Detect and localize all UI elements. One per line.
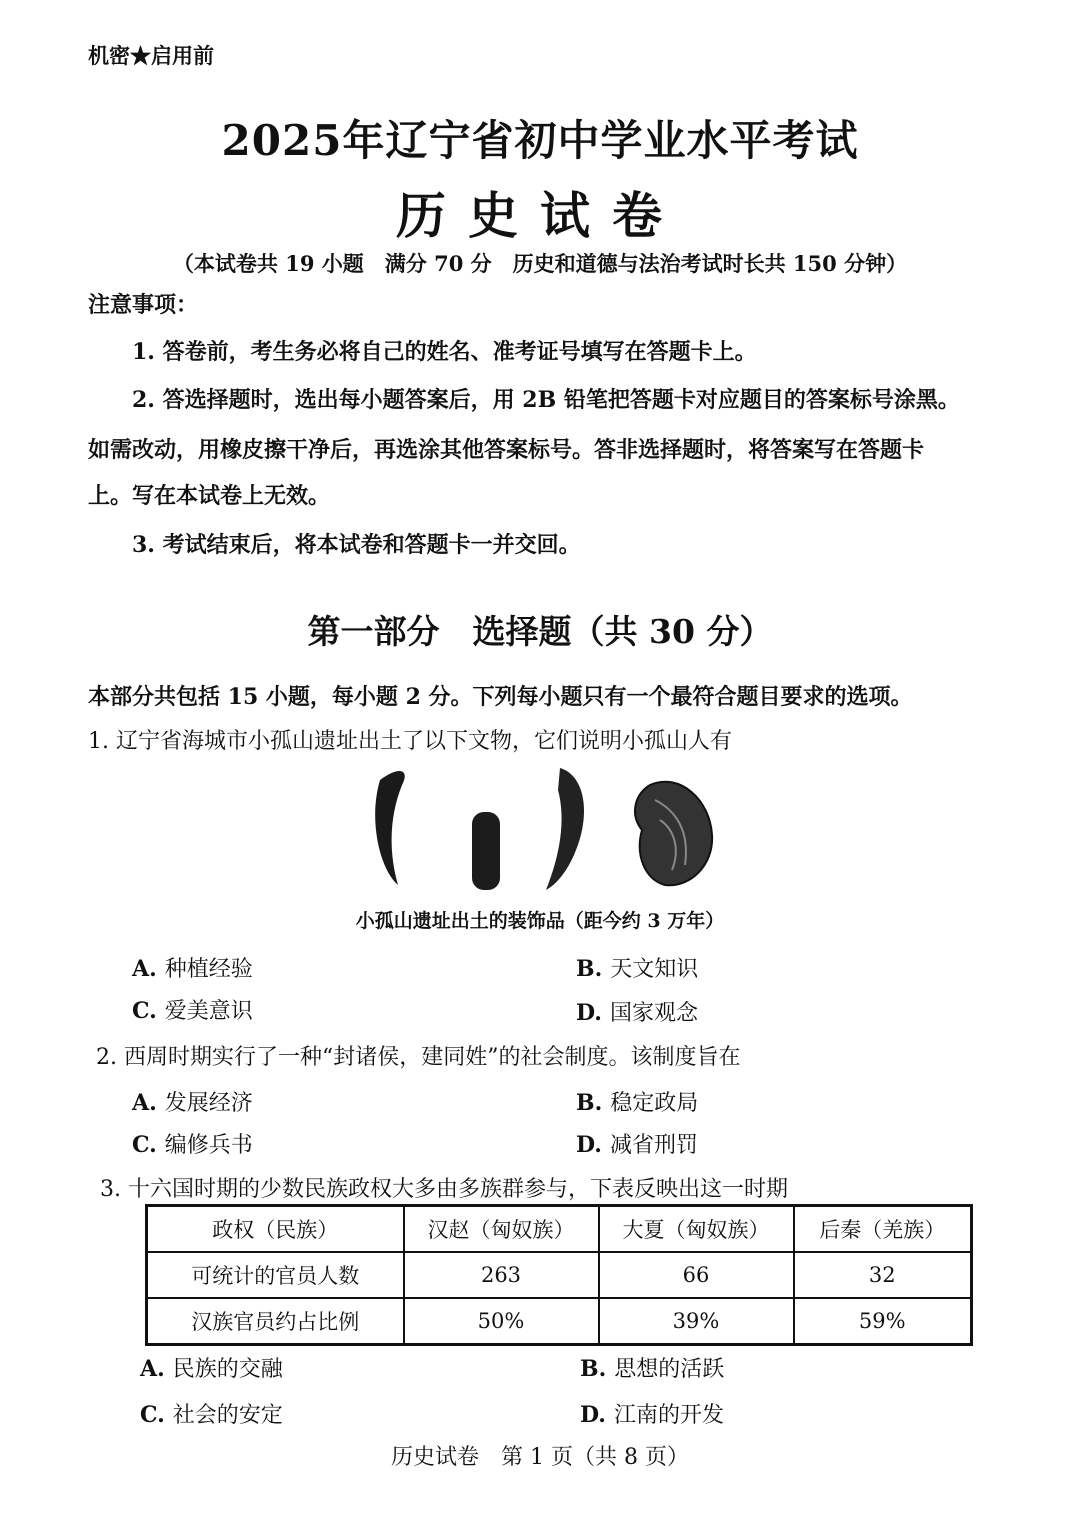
shell-pendant xyxy=(635,782,712,886)
page-footer: 历史试卷 第 1 页（共 8 页） xyxy=(391,1445,689,1470)
notice-item-1: 1. 答卷前，考生务必将自己的姓名、准考证号填写在答题卡上。 xyxy=(132,339,757,365)
table-row xyxy=(147,1298,972,1345)
notice-item-2-line-3: 上。写在本试卷上无效。 xyxy=(88,483,331,509)
q2-option-b[interactable]: B. 稳定政局 xyxy=(576,1090,699,1116)
tooth-pendant-2 xyxy=(546,768,584,890)
q2-option-d[interactable]: D. 减省刑罚 xyxy=(576,1132,698,1158)
table-header-cell: 汉赵（匈奴族） xyxy=(404,1206,599,1253)
notice-item-2-line-1: 2. 答选择题时，选出每小题答案后，用 2B 铅笔把答题卡对应题目的答案标号涂黑。 xyxy=(132,387,960,413)
q2-option-c[interactable]: C. 编修兵书 xyxy=(132,1132,253,1158)
paper-title: 历史试卷 xyxy=(396,186,684,245)
q1-option-c[interactable]: C. 爱美意识 xyxy=(132,998,253,1024)
q1-option-b[interactable]: B. 天文知识 xyxy=(576,956,699,982)
table-cell: 59% xyxy=(794,1298,972,1345)
q1-caption: 小孤山遗址出土的装饰品（距今约 3 万年） xyxy=(355,910,725,932)
part1-heading: 第一部分 选择题（共 30 分） xyxy=(307,612,773,651)
q2-stem: 2. 西周时期实行了一种“封诸侯，建同姓”的社会制度。该制度旨在 xyxy=(96,1045,741,1070)
q3-data-table xyxy=(145,1204,973,1346)
table-header-cell: 后秦（羌族） xyxy=(794,1206,972,1253)
bead-pendant xyxy=(472,812,500,890)
q3-stem: 3. 十六国时期的少数民族政权大多由多族群参与，下表反映出这一时期 xyxy=(100,1177,788,1202)
notice-heading: 注意事项： xyxy=(88,292,199,318)
q2-option-a[interactable]: A. 发展经济 xyxy=(132,1090,253,1116)
table-cell: 50% xyxy=(404,1298,599,1345)
table-row xyxy=(147,1252,972,1298)
table-cell: 可统计的官员人数 xyxy=(147,1252,404,1298)
table-cell: 汉族官员约占比例 xyxy=(147,1298,404,1345)
q1-option-a[interactable]: A. 种植经验 xyxy=(132,956,253,982)
table-cell: 263 xyxy=(404,1252,599,1298)
tooth-pendant-1 xyxy=(375,771,405,885)
confidential-mark: 机密★启用前 xyxy=(88,43,214,68)
q3-option-d[interactable]: D. 江南的开发 xyxy=(580,1402,724,1428)
q3-option-c[interactable]: C. 社会的安定 xyxy=(140,1402,283,1428)
notice-item-3: 3. 考试结束后，将本试卷和答题卡一并交回。 xyxy=(132,532,581,558)
q1-stem: 1. 辽宁省海城市小孤山遗址出土了以下文物，它们说明小孤山人有 xyxy=(88,729,732,754)
table-cell: 32 xyxy=(794,1252,972,1298)
part1-intro: 本部分共包括 15 小题，每小题 2 分。下列每小题只有一个最符合题目要求的选项。 xyxy=(88,684,913,710)
table-header-cell: 大夏（匈奴族） xyxy=(599,1206,794,1253)
notice-item-2-line-2: 如需改动，用橡皮擦干净后，再选涂其他答案标号。答非选择题时，将答案写在答题卡 xyxy=(88,437,925,463)
exam-info: （本试卷共 19 小题 满分 70 分 历史和道德与法治考试时长共 150 分钟） xyxy=(172,251,908,276)
table-header-cell: 政权（民族） xyxy=(147,1206,404,1253)
table-cell: 39% xyxy=(599,1298,794,1345)
table-cell: 66 xyxy=(599,1252,794,1298)
table-header-row xyxy=(147,1206,972,1253)
exam-title: 2025年辽宁省初中学业水平考试 xyxy=(221,116,859,165)
artifact-image xyxy=(360,760,720,895)
q1-option-d[interactable]: D. 国家观念 xyxy=(576,1000,698,1026)
q3-option-b[interactable]: B. 思想的活跃 xyxy=(580,1356,725,1382)
q3-option-a[interactable]: A. 民族的交融 xyxy=(140,1356,283,1382)
